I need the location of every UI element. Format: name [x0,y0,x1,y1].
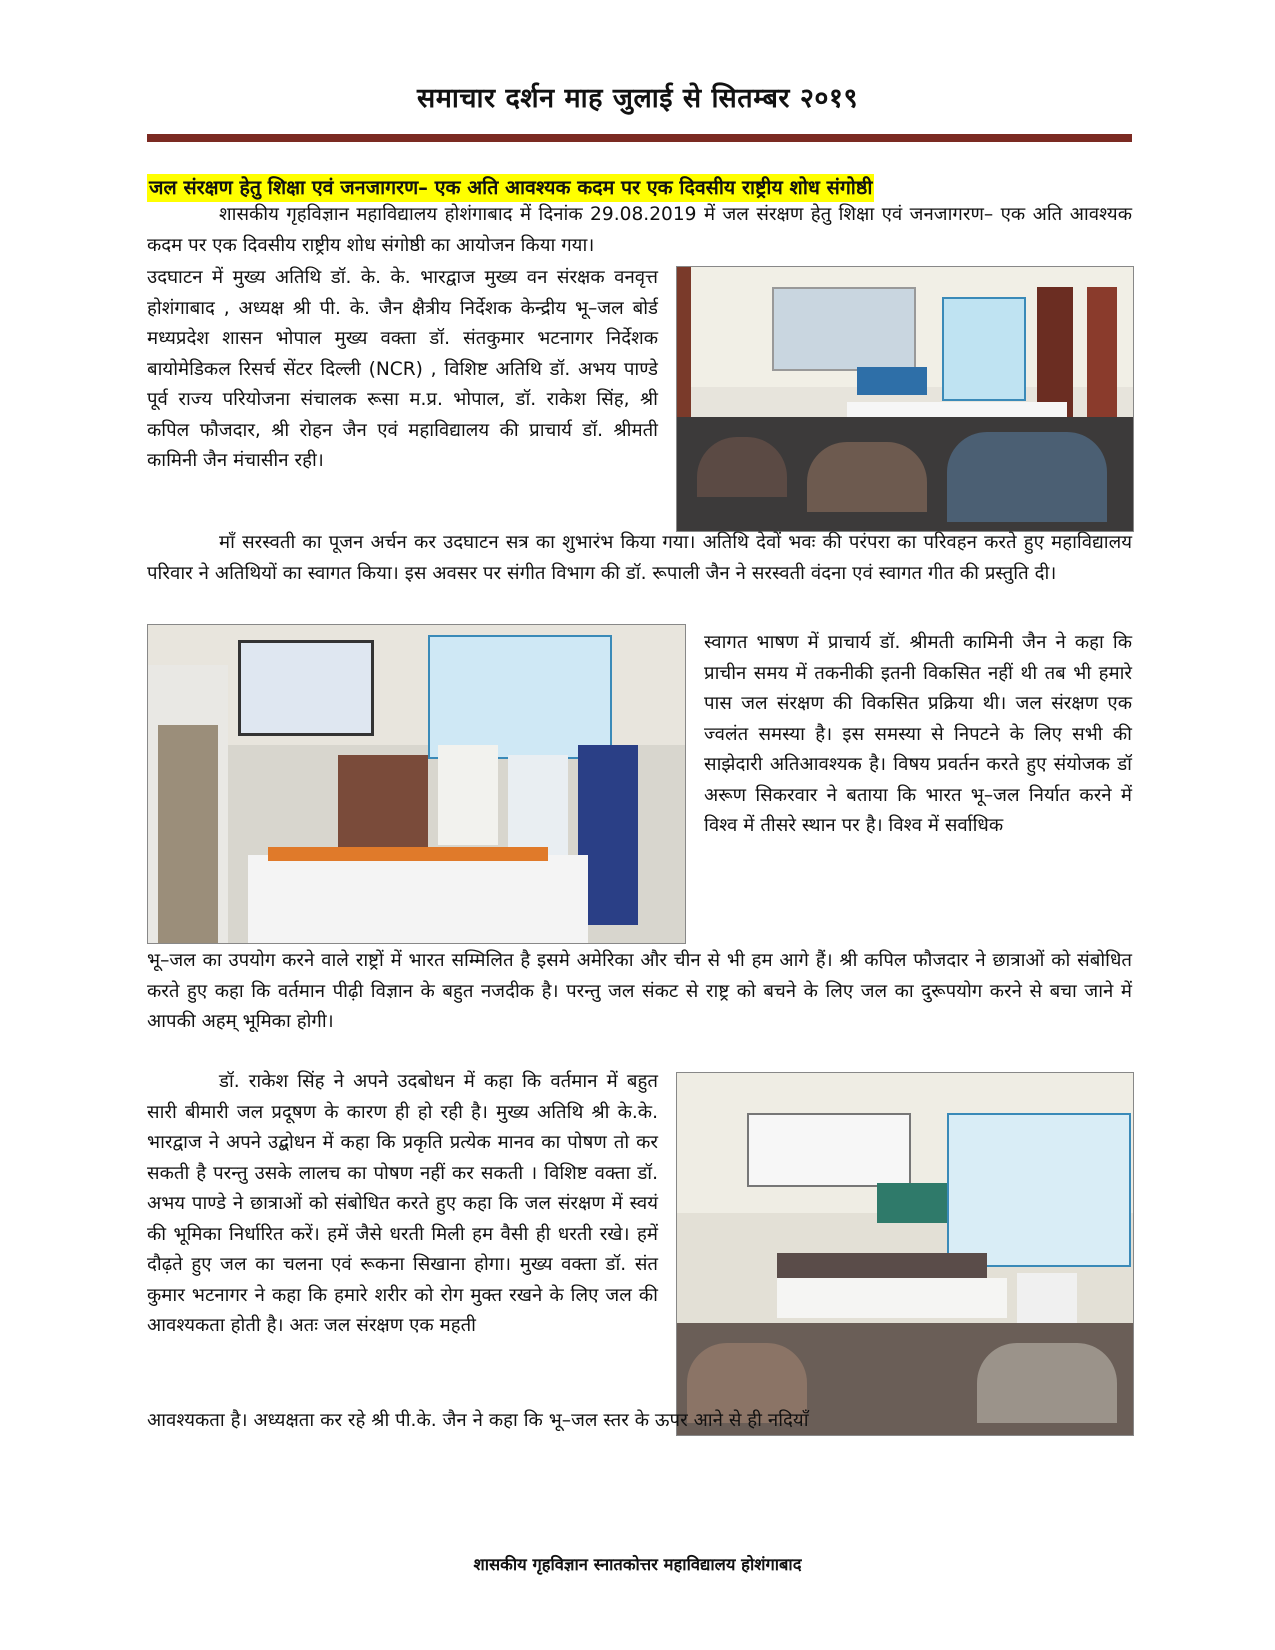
paragraph-closing-line: आवश्यकता है। अध्यक्षता कर रहे श्री पी.के. जैन ने कहा कि भू–जल स्तर के ऊपर आने से ही नदियाँ [147,1410,809,1431]
newsletter-masthead: समाचार दर्शन माह जुलाई से सितम्बर २०१९ [416,83,858,114]
masthead-rule [147,134,1132,142]
paragraph-addresses: डॉ. राकेश सिंह ने अपने उदबोधन में कहा कि वर्तमान में बहुत सारी बीमारी जल प्रदूषण के कारण ही हो रही है। मुख्य अतिथि श्री के.के. भारद्वाज ने अपने उद्बोधन में कहा कि प्रकृति प्रत्येक मानव का पोषण तो कर सकती है परन्तु उसके लालच का पोषण नहीं कर सकती । विशिष्ट वक्ता डॉ. अभय पाण्डे ने छात्राओं को संबोधित करते हुए कहा कि जल संरक्षण में स्वयं की भूमिका निर्धारित करें। हमें जैसे धरती मिली हम वैसी ही धरती रखे। हमें दौढ़ते हुए जल का चलना एवं रूकना सिखाना होगा। मुख्य वक्ता डॉ. संत कुमार भटनागर ने कहा कि हमारे शरीर को रोग मुक्त रखने के लिए जल की आवश्यकता होती है। अतः जल संरक्षण एक महती [147,1071,658,1336]
photo-stage-speaker [676,1072,1134,1436]
photo-felicitation [147,624,686,944]
article-headline: जल संरक्षण हेतु शिक्षा एवं जनजागरण– एक अति आवश्यक कदम पर एक दिवसीय राष्ट्रीय शोध संगोष्ठी [147,174,874,202]
paragraph-intro: शासकीय गृहविज्ञान महाविद्यालय होशंगाबाद में दिनांक 29.08.2019 में जल संरक्षण हेतु शिक्षा एवं जनजागरण– एक अति आवश्यक कदम पर एक दिवसीय राष्ट्रीय शोध संगोष्ठी का आयोजन किया गया। [147,204,1132,256]
paragraph-guests: उदघाटन में मुख्य अतिथि डॉ. के. के. भारद्वाज मुख्य वन संरक्षक वनवृत्त होशंगाबाद , अध्यक्ष श्री पी. के. जैन क्षैत्रीय निर्देशक केन्द्रीय भू–जल बोर्ड मध्यप्रदेश शासन भोपाल मुख्य वक्ता डॉ. संतकुमार भटनागर निर्देशक बायोमेडिकल रिसर्च सेंटर दिल्ली (NCR) , विशिष्ट अतिथि डॉ. अभय पाण्डे पूर्व राज्य परियोजना संचालक रूसा म.प्र. भोपाल, डॉ. राकेश सिंह, श्री कपिल फौजदार, श्री रोहन जैन एवं महाविद्यालय की प्राचार्य डॉ. श्रीमती कामिनी जैन मंचासीन रही। [147,267,658,471]
article-headline-wrap [147,174,1132,202]
college-footer: शासकीय गृहविज्ञान स्नातकोत्तर महाविद्यालय होशंगाबाद [473,1555,802,1574]
paragraph-welcome-speech: स्वागत भाषण में प्राचार्य डॉ. श्रीमती कामिनी जैन ने कहा कि प्राचीन समय में तकनीकी इतनी विकसित नहीं थी तब भी हमारे पास जल संरक्षण की विकसित प्रक्रिया थी। जल संरक्षण एक ज्वलंत समस्या है। इस समस्या से निपटने के लिए सभी की साझेदारी अतिआवश्यक है। विषय प्रवर्तन करते हुए संयोजक डॉ अरूण सिकरवार ने बताया कि भारत भू–जल निर्यात करने में विश्व में तीसरे स्थान पर है। विश्व में सर्वाधिक [704,632,1132,836]
photo-seminar-hall [676,266,1134,532]
paragraph-groundwater: भू–जल का उपयोग करने वाले राष्ट्रों में भारत सम्मिलित है इसमे अमेरिका और चीन से भी हम आगे हैं। श्री कपिल फौजदार ने छात्राओं को संबोधित करते हुए कहा कि वर्तमान पीढ़ी विज्ञान के बहुत नजदीक है। परन्तु जल संकट से राष्ट्र को बचने के लिए जल का दुरूपयोग करने से बचा जाने में आपकी अहम् भूमिका होगी। [147,950,1132,1032]
paragraph-inauguration: माँ सरस्वती का पूजन अर्चन कर उदघाटन सत्र का शुभारंभ किया गया। अतिथि देवों भवः की परंपरा का परिवहन करते हुए महाविद्यालय परिवार ने अतिथियों का स्वागत किया। इस अवसर पर संगीत विभाग की डॉ. रूपाली जैन ने सरस्वती वंदना एवं स्वागत गीत की प्रस्तुति दी। [147,532,1132,584]
